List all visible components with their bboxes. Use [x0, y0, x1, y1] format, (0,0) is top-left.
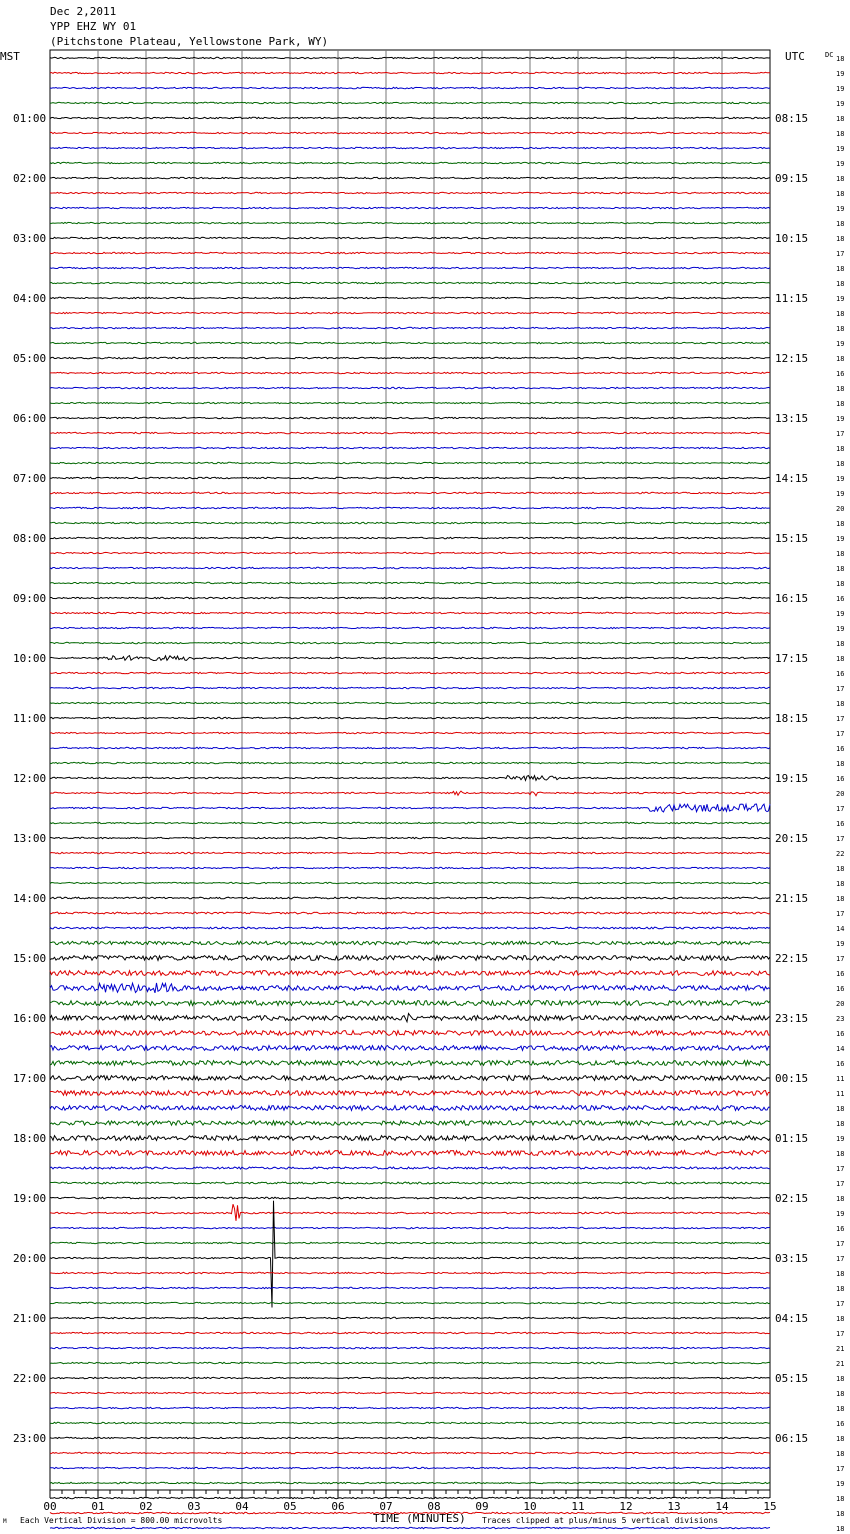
corner-mark: M [3, 1518, 7, 1525]
dc-offset-value: 18 [836, 895, 845, 903]
left-hour-label: 08:00 [13, 532, 47, 545]
label-layer [13, 55, 844, 1534]
header-station: YPP EHZ WY 01 [50, 20, 137, 33]
trace-row [50, 147, 770, 148]
dc-offset-value: 17 [836, 685, 845, 693]
trace-row [50, 1407, 770, 1408]
trace-row [50, 312, 770, 313]
trace-row [50, 656, 770, 661]
dc-offset-value: 18 [836, 175, 845, 183]
x-tick-label: 10 [523, 1500, 537, 1513]
dc-offset-value: 18 [836, 1315, 845, 1323]
dc-offset-value: 19 [836, 940, 845, 948]
dc-offset-value: 16 [836, 1225, 845, 1233]
trace-row [50, 717, 770, 718]
trace-row [50, 1452, 770, 1453]
left-hour-label: 11:00 [13, 712, 47, 725]
dc-offset-value: 19 [836, 100, 845, 108]
x-tick-label: 09 [475, 1500, 489, 1513]
right-hour-label: 13:15 [775, 412, 809, 425]
left-hour-label: 13:00 [13, 832, 47, 845]
trace-row [50, 1377, 770, 1378]
left-hour-label: 06:00 [13, 412, 47, 425]
dc-offset-value: 17 [836, 1240, 845, 1248]
left-hour-label: 05:00 [13, 352, 47, 365]
left-hour-label: 20:00 [13, 1252, 47, 1265]
trace-row [50, 102, 770, 103]
dc-offset-value: 16 [836, 370, 845, 378]
x-tick-label: 02 [139, 1500, 153, 1513]
trace-layer [50, 57, 770, 1534]
left-timezone-label: MST [0, 50, 20, 63]
trace-row [50, 1014, 770, 1022]
dc-offset-value: 18 [836, 280, 845, 288]
dc-offset-value: 19 [836, 85, 845, 93]
dc-offset-value: 18 [836, 1270, 845, 1278]
trace-row [50, 72, 770, 73]
trace-row [50, 522, 770, 523]
trace-row [50, 447, 770, 448]
x-tick-label: 06 [331, 1500, 345, 1513]
header-date: Dec 2,2011 [50, 5, 117, 18]
dc-offset-value: 18 [836, 55, 845, 63]
dc-offset-value: 19 [836, 160, 845, 168]
trace-row [50, 1242, 770, 1243]
dc-offset-value: 19 [836, 1210, 845, 1218]
trace-row [50, 1076, 770, 1081]
dc-offset-value: 18 [836, 1285, 845, 1293]
right-hour-label: 19:15 [775, 772, 809, 785]
x-axis-title: TIME (MINUTES) [373, 1512, 466, 1525]
left-hour-label: 04:00 [13, 292, 47, 305]
left-hour-label: 02:00 [13, 172, 47, 185]
trace-row [50, 956, 770, 961]
dc-offset-value: 18 [836, 640, 845, 648]
dc-offset-value: 18 [836, 1510, 845, 1518]
dc-offset-value: 18 [836, 460, 845, 468]
x-tick-label: 04 [235, 1500, 249, 1513]
dc-offset-value: 19 [836, 145, 845, 153]
trace-row [50, 1497, 770, 1498]
dc-offset-value: 19 [836, 535, 845, 543]
dc-offset-value: 19 [836, 70, 845, 78]
trace-row [50, 432, 770, 433]
trace-row [50, 791, 770, 796]
dc-offset-value: 16 [836, 1030, 845, 1038]
trace-row [50, 1201, 770, 1308]
right-hour-label: 14:15 [775, 472, 809, 485]
grid-layer [50, 50, 770, 1490]
dc-offset-value: 17 [836, 1255, 845, 1263]
trace-row [50, 1204, 770, 1221]
dc-offset-value: 18 [836, 565, 845, 573]
x-tick-label: 13 [667, 1500, 681, 1513]
trace-row [50, 776, 770, 781]
trace-row [50, 87, 770, 88]
trace-row [50, 132, 770, 133]
left-hour-label: 07:00 [13, 472, 47, 485]
dc-offset-value: 16 [836, 670, 845, 678]
dc-offset-value: 18 [836, 1435, 845, 1443]
dc-offset-value: 18 [836, 865, 845, 873]
x-tick-label: 01 [91, 1500, 105, 1513]
dc-offset-value: 18 [836, 355, 845, 363]
dc-offset-value: 18 [836, 655, 845, 663]
dc-offset-value: 18 [836, 115, 845, 123]
trace-row [50, 1482, 770, 1483]
trace-row [50, 357, 770, 358]
dc-offset-value: 19 [836, 1135, 845, 1143]
dc-offset-value: 18 [836, 1390, 845, 1398]
right-timezone-label: UTC [785, 50, 805, 63]
dc-offset-value: 18 [836, 1495, 845, 1503]
dc-offset-value: 19 [836, 340, 845, 348]
dc-offset-value: 21 [836, 1360, 845, 1368]
trace-row [50, 702, 770, 703]
dc-offset-value: 18 [836, 1450, 845, 1458]
dc-offset-value: 11 [836, 1090, 845, 1098]
dc-offset-value: 16 [836, 820, 845, 828]
right-hour-label: 08:15 [775, 112, 809, 125]
dc-offset-value: 17 [836, 430, 845, 438]
trace-row [50, 1317, 770, 1318]
left-hour-label: 17:00 [13, 1072, 47, 1085]
left-hour-label: 16:00 [13, 1012, 47, 1025]
x-tick-label: 14 [715, 1500, 729, 1513]
trace-row [50, 687, 770, 688]
trace-row [50, 1031, 770, 1036]
right-hour-label: 20:15 [775, 832, 809, 845]
dc-offset-value: 16 [836, 1060, 845, 1068]
x-tick-label: 05 [283, 1500, 297, 1513]
trace-row [50, 342, 770, 343]
dc-offset-value: 17 [836, 1300, 845, 1308]
x-tick-label: 00 [43, 1500, 57, 1513]
x-tick-label: 11 [571, 1500, 585, 1513]
trace-row [50, 1061, 770, 1066]
trace-row [50, 1467, 770, 1468]
dc-offset-value: 18 [836, 310, 845, 318]
dc-offset-value: 20 [836, 505, 845, 513]
dc-offset-value: 18 [836, 550, 845, 558]
dc-offset-value: 18 [836, 235, 845, 243]
trace-row [50, 1197, 770, 1199]
x-tick-label: 03 [187, 1500, 201, 1513]
trace-row [50, 612, 770, 613]
x-tick-label: 15 [763, 1500, 777, 1513]
dc-offset-value: 19 [836, 490, 845, 498]
right-hour-label: 01:15 [775, 1132, 809, 1145]
dc-offset-value: 20 [836, 790, 845, 798]
dc-label: DC [825, 51, 834, 59]
trace-row [50, 1437, 770, 1438]
trace-row [50, 1151, 770, 1156]
left-hour-label: 12:00 [13, 772, 47, 785]
dc-offset-value: 18 [836, 1195, 845, 1203]
dc-offset-value: 18 [836, 1150, 845, 1158]
dc-offset-value: 19 [836, 475, 845, 483]
dc-offset-value: 19 [836, 415, 845, 423]
right-hour-label: 11:15 [775, 292, 809, 305]
dc-offset-value: 19 [836, 625, 845, 633]
trace-row [50, 941, 770, 944]
trace-row [50, 804, 770, 812]
plot-frame [50, 50, 770, 1490]
trace-row [50, 117, 770, 118]
dc-offset-value: 17 [836, 805, 845, 813]
trace-row [50, 983, 770, 993]
left-hour-label: 18:00 [13, 1132, 47, 1145]
trace-row [50, 387, 770, 388]
trace-row [50, 672, 770, 673]
x-axis [43, 1490, 776, 1513]
scale-note: Each Vertical Division = 800.00 microvolts [20, 1516, 223, 1525]
dc-offset-value: 19 [836, 1480, 845, 1488]
trace-row [50, 567, 770, 568]
dc-offset-value: 17 [836, 1165, 845, 1173]
trace-row [50, 1001, 770, 1006]
dc-offset-value: 18 [836, 325, 845, 333]
left-hour-label: 01:00 [13, 112, 47, 125]
dc-offset-value: 18 [836, 190, 845, 198]
trace-row [50, 552, 770, 553]
trace-row [50, 912, 770, 914]
trace-row [50, 267, 770, 268]
dc-offset-value: 18 [836, 760, 845, 768]
trace-row [50, 282, 770, 283]
right-hour-label: 04:15 [775, 1312, 809, 1325]
dc-offset-value: 22 [836, 850, 845, 858]
trace-row [50, 162, 770, 163]
trace-row [50, 222, 770, 223]
x-tick-label: 07 [379, 1500, 393, 1513]
dc-offset-value: 18 [836, 1120, 845, 1128]
trace-row [50, 327, 770, 328]
right-hour-label: 16:15 [775, 592, 809, 605]
dc-offset-value: 19 [836, 295, 845, 303]
dc-offset-value: 16 [836, 595, 845, 603]
left-hour-label: 14:00 [13, 892, 47, 905]
trace-row [50, 1167, 770, 1169]
x-tick-label: 08 [427, 1500, 441, 1513]
clip-note: Traces clipped at plus/minus 5 vertical divisions [482, 1516, 719, 1525]
dc-offset-value: 18 [836, 520, 845, 528]
trace-row [50, 192, 770, 193]
dc-offset-value: 17 [836, 955, 845, 963]
dc-offset-value: 18 [836, 1375, 845, 1383]
trace-row [50, 57, 770, 58]
dc-offset-value: 18 [836, 1525, 845, 1533]
trace-row [50, 642, 770, 643]
trace-row [50, 1227, 770, 1228]
left-hour-label: 09:00 [13, 592, 47, 605]
trace-row [50, 852, 770, 853]
dc-offset-value: 17 [836, 910, 845, 918]
trace-row [50, 627, 770, 628]
right-hour-label: 10:15 [775, 232, 809, 245]
dc-offset-value: 17 [836, 1180, 845, 1188]
trace-row [50, 1527, 770, 1528]
trace-row [50, 1106, 770, 1111]
dc-offset-value: 18 [836, 385, 845, 393]
trace-row [50, 837, 770, 838]
trace-row [50, 507, 770, 508]
left-hour-label: 19:00 [13, 1192, 47, 1205]
dc-offset-value: 18 [836, 220, 845, 228]
right-hour-label: 15:15 [775, 532, 809, 545]
dc-offset-value: 16 [836, 1420, 845, 1428]
trace-row [50, 1121, 770, 1125]
trace-row [50, 1362, 770, 1363]
dc-offset-value: 14 [836, 1045, 845, 1053]
dc-offset-value: 16 [836, 985, 845, 993]
dc-offset-value: 17 [836, 835, 845, 843]
left-hour-label: 03:00 [13, 232, 47, 245]
trace-row [50, 402, 770, 403]
trace-row [50, 1392, 770, 1393]
dc-offset-value: 17 [836, 250, 845, 258]
right-hour-label: 23:15 [775, 1012, 809, 1025]
trace-row [50, 1272, 770, 1273]
dc-offset-value: 23 [836, 1015, 845, 1023]
right-hour-label: 00:15 [775, 1072, 809, 1085]
trace-row [50, 1091, 770, 1096]
dc-offset-value: 18 [836, 880, 845, 888]
dc-offset-value: 17 [836, 730, 845, 738]
dc-offset-value: 18 [836, 1105, 845, 1113]
header-location: (Pitchstone Plateau, Yellowstone Park, WY) [50, 35, 329, 48]
trace-row [50, 1302, 770, 1303]
dc-offset-value: 16 [836, 775, 845, 783]
dc-offset-value: 16 [836, 745, 845, 753]
left-hour-label: 21:00 [13, 1312, 47, 1325]
trace-row [50, 1136, 770, 1141]
x-tick-label: 12 [619, 1500, 633, 1513]
trace-row [50, 1182, 770, 1184]
trace-row [50, 882, 770, 883]
dc-offset-value: 14 [836, 925, 845, 933]
trace-row [50, 1046, 770, 1051]
left-hour-label: 23:00 [13, 1432, 47, 1445]
trace-row [50, 477, 770, 478]
right-hour-label: 09:15 [775, 172, 809, 185]
right-hour-label: 22:15 [775, 952, 809, 965]
dc-offset-value: 20 [836, 1000, 845, 1008]
left-hour-label: 10:00 [13, 652, 47, 665]
right-hour-label: 02:15 [775, 1192, 809, 1205]
trace-row [50, 747, 770, 748]
dc-offset-value: 18 [836, 445, 845, 453]
dc-offset-value: 19 [836, 610, 845, 618]
right-hour-label: 12:15 [775, 352, 809, 365]
dc-offset-value: 18 [836, 400, 845, 408]
trace-row [50, 462, 770, 463]
right-hour-label: 06:15 [775, 1432, 809, 1445]
trace-row [50, 597, 770, 598]
trace-row [50, 1422, 770, 1423]
trace-row [50, 297, 770, 298]
dc-offset-value: 18 [836, 265, 845, 273]
dc-offset-value: 17 [836, 1330, 845, 1338]
trace-row [50, 207, 770, 208]
trace-row [50, 897, 770, 899]
trace-row [50, 1287, 770, 1288]
trace-row [50, 177, 770, 178]
right-hour-label: 03:15 [775, 1252, 809, 1265]
dc-offset-value: 18 [836, 1405, 845, 1413]
trace-row [50, 537, 770, 538]
trace-row [50, 927, 770, 929]
trace-row [50, 732, 770, 733]
dc-offset-value: 11 [836, 1075, 845, 1083]
right-hour-label: 17:15 [775, 652, 809, 665]
trace-row [50, 822, 770, 823]
trace-row [50, 237, 770, 238]
trace-row [50, 252, 770, 253]
trace-row [50, 492, 770, 493]
trace-row [50, 372, 770, 373]
trace-row [50, 867, 770, 868]
dc-offset-value: 18 [836, 580, 845, 588]
dc-offset-value: 18 [836, 700, 845, 708]
dc-offset-value: 17 [836, 1465, 845, 1473]
dc-offset-value: 16 [836, 970, 845, 978]
trace-row [50, 417, 770, 418]
left-hour-label: 15:00 [13, 952, 47, 965]
right-hour-label: 05:15 [775, 1372, 809, 1385]
trace-row [50, 1332, 770, 1333]
dc-offset-value: 18 [836, 130, 845, 138]
trace-row [50, 762, 770, 763]
right-hour-label: 21:15 [775, 892, 809, 905]
dc-offset-value: 21 [836, 1345, 845, 1353]
trace-row [50, 582, 770, 583]
dc-offset-value: 17 [836, 715, 845, 723]
right-hour-label: 18:15 [775, 712, 809, 725]
left-hour-label: 22:00 [13, 1372, 47, 1385]
dc-offset-value: 19 [836, 205, 845, 213]
trace-row [50, 1347, 770, 1348]
trace-row [50, 971, 770, 976]
